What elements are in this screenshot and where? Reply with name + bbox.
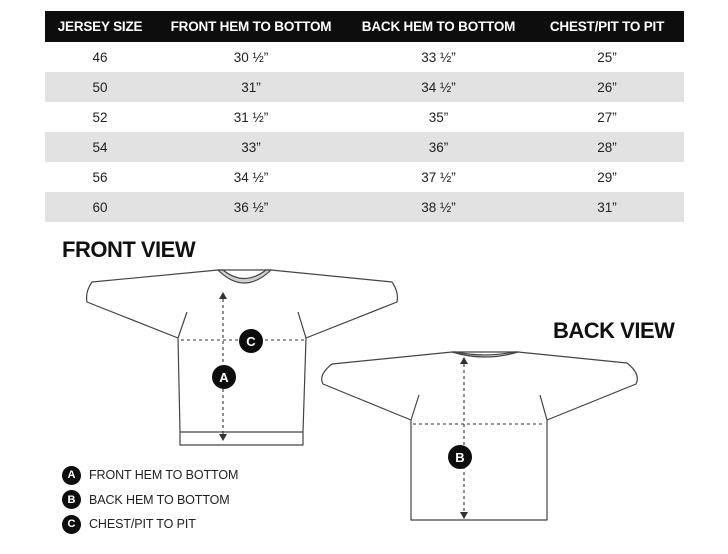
- cell-jersey-size: 56: [92, 169, 108, 185]
- svg-text:C: C: [246, 334, 256, 349]
- legend-badge-a: A: [62, 466, 81, 485]
- cell-jersey-size: 52: [92, 109, 108, 125]
- back-right-sleeve-seam: [540, 395, 547, 420]
- back-length-arrow-bottom: [460, 512, 468, 519]
- cell-back-hem: 36”: [347, 132, 530, 162]
- back-jersey-outline: [322, 352, 638, 520]
- marker-b: [448, 445, 472, 469]
- front-jersey-drawing: [87, 270, 398, 445]
- svg-text:B: B: [455, 450, 465, 465]
- measurement-legend: [62, 463, 238, 537]
- cell-back-hem: 34 ½”: [347, 72, 530, 102]
- back-view-title: BACK VIEW: [553, 318, 675, 343]
- header-jersey-size: JERSEY SIZE: [45, 11, 155, 42]
- front-length-arrow-top: [219, 292, 227, 299]
- cell-front-hem: 33”: [155, 132, 347, 162]
- cell-front-hem: 30 ½”: [233, 49, 269, 65]
- legend-label-front-hem: FRONT HEM TO BOTTOM: [89, 468, 239, 483]
- svg-text:A: A: [219, 370, 229, 385]
- legend-badge-c: C: [62, 515, 81, 534]
- cell-front-hem: 36 ½”: [155, 192, 347, 222]
- cell-front-hem: 34 ½”: [233, 169, 269, 185]
- header-back-hem: BACK HEM TO BOTTOM: [347, 11, 530, 42]
- header-chest: CHEST/PIT TO PIT: [530, 11, 684, 42]
- cell-front-hem: 31”: [155, 72, 347, 102]
- front-view-title: FRONT VIEW: [62, 237, 196, 262]
- legend-item-chest: [62, 512, 238, 537]
- cell-chest: 27”: [597, 109, 617, 125]
- cell-back-hem: 35”: [428, 109, 449, 125]
- cell-chest: 29”: [597, 169, 617, 185]
- cell-jersey-size: 50: [45, 72, 155, 102]
- cell-chest: 26”: [530, 72, 684, 102]
- cell-front-hem: 31 ½”: [233, 109, 269, 125]
- front-left-sleeve-seam: [178, 312, 187, 338]
- cell-back-hem: 37 ½”: [421, 169, 456, 185]
- legend-item-front-hem: [62, 463, 238, 488]
- back-collar: [452, 352, 518, 357]
- header-front-hem: FRONT HEM TO BOTTOM: [155, 11, 347, 42]
- front-jersey-outline: [87, 270, 398, 445]
- legend-label-chest: CHEST/PIT TO PIT: [89, 517, 196, 532]
- marker-c: [239, 329, 263, 353]
- back-jersey-drawing: [322, 352, 638, 520]
- cell-back-hem: 33 ½”: [421, 49, 456, 65]
- legend-item-back-hem: [62, 488, 238, 513]
- cell-jersey-size: 54: [45, 132, 155, 162]
- legend-label-back-hem: BACK HEM TO BOTTOM: [89, 492, 230, 507]
- cell-chest: 31”: [530, 192, 684, 222]
- cell-jersey-size: 46: [92, 49, 108, 65]
- marker-a: [212, 365, 236, 389]
- legend-badge-b: B: [62, 490, 81, 509]
- front-length-arrow-bottom: [219, 434, 227, 441]
- cell-chest: 28”: [530, 132, 684, 162]
- cell-jersey-size: 60: [45, 192, 155, 222]
- cell-back-hem: 38 ½”: [347, 192, 530, 222]
- back-left-sleeve-seam: [411, 395, 419, 420]
- front-right-sleeve-seam: [298, 312, 306, 338]
- back-length-arrow-top: [460, 357, 468, 364]
- front-collar: [218, 270, 271, 283]
- cell-chest: 25”: [597, 49, 617, 65]
